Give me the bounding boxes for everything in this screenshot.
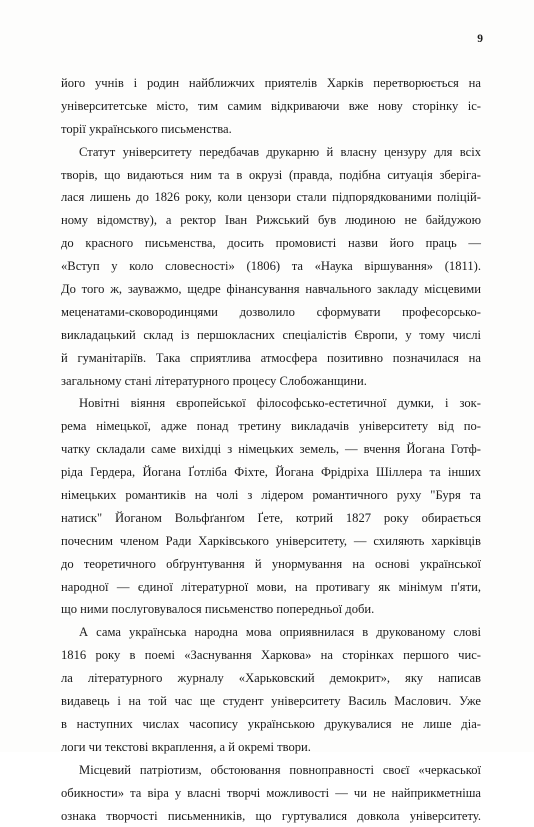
- text-line: рема німецької, адже понад третину викладачів університету від по-: [61, 415, 481, 438]
- text-line: університетське місто, тим самим відкриваючи вже нову сторінку іс-: [61, 95, 481, 118]
- paragraph: [61, 759, 481, 827]
- paragraph: [61, 141, 481, 393]
- text-line: А сама українська народна мова оприявнилася в друкованому слові: [61, 621, 481, 644]
- text-line: ному відомству), а ректор Іван Рижський був людиною не байдужою: [61, 209, 481, 232]
- text-line: викладацький склад із першокласних спеціалістів Європи, у тому числі: [61, 324, 481, 347]
- text-line: почесним членом Ради Харківського університету, — схиляють харківців: [61, 530, 481, 553]
- text-line: творів, що видаються ним та в окрузі (правда, подібна ситуація зберіга-: [61, 164, 481, 187]
- text-line: Новітні віяння європейської філософсько-естетичної думки, і зок-: [61, 392, 481, 415]
- text-line: загальному стані літературного процесу Слобожанщини.: [61, 370, 481, 393]
- text-line: народної — єдиної літературної мови, на противагу як мінімум п'яти,: [61, 576, 481, 599]
- text-line: чатку складали саме вихідці з німецьких земель, — вчення Йогана Готф-: [61, 438, 481, 461]
- text-line: ріда Гердера, Йогана Ґотліба Фіхте, Йогана Фрідріха Шіллера та інших: [61, 461, 481, 484]
- page-number: 9: [463, 33, 483, 45]
- text-line: Місцевий патріотизм, обстоювання повноправності своєї «черкаської: [61, 759, 481, 782]
- body-text: [61, 72, 481, 827]
- text-line: й гуманітаріїв. Така сприятлива атмосфера позитивно позначилася на: [61, 347, 481, 370]
- text-line: логи чи текстові вкраплення, а й окремі твори.: [61, 736, 481, 759]
- text-line: ознака творчості письменників, що гуртувалися довкола університету.: [61, 805, 481, 827]
- text-line: До того ж, зауважмо, щедре фінансування навчального закладу місцевими: [61, 278, 481, 301]
- text-line: в наступних числах часопису українською друкувалися не лише діа-: [61, 713, 481, 736]
- text-line: до красного письменства, досить промовисті назви його праць —: [61, 232, 481, 255]
- text-line: ла літературного журналу «Харьковский демокрит», яку написав: [61, 667, 481, 690]
- text-line: «Вступ у коло словесності» (1806) та «Наука віршування» (1811).: [61, 255, 481, 278]
- text-line: 1816 року в поемі «Заснування Харкова» на сторінках першого чис-: [61, 644, 481, 667]
- text-line: натиск" Йоганом Вольфґанґом Ґете, котрий 1827 року обирається: [61, 507, 481, 530]
- text-line: меценатами-сковородинцями дозволило сформувати професорсько-: [61, 301, 481, 324]
- text-line: його учнів і родин найближчих приятелів Харків перетворюється на: [61, 72, 481, 95]
- paragraph: [61, 392, 481, 621]
- text-line: обикности» та віра у власні творчі можливості — чи не найприкметніша: [61, 782, 481, 805]
- text-line: видавець і на той час ще студент університету Василь Маслович. Уже: [61, 690, 481, 713]
- text-line: лася лишень до 1826 року, коли цензори стали підпорядкованими поліцій-: [61, 186, 481, 209]
- text-line: торії українського письменства.: [61, 118, 481, 141]
- text-line: до теоретичного обґрунтування й унормування на основі української: [61, 553, 481, 576]
- paragraph: [61, 72, 481, 141]
- text-line: Статут університету передбачав друкарню й власну цензуру для всіх: [61, 141, 481, 164]
- paragraph: [61, 621, 481, 758]
- text-line: що ними послуговувалося письменство попередньої доби.: [61, 598, 481, 621]
- text-line: німецьких романтиків на чолі з лідером романтичного руху "Буря та: [61, 484, 481, 507]
